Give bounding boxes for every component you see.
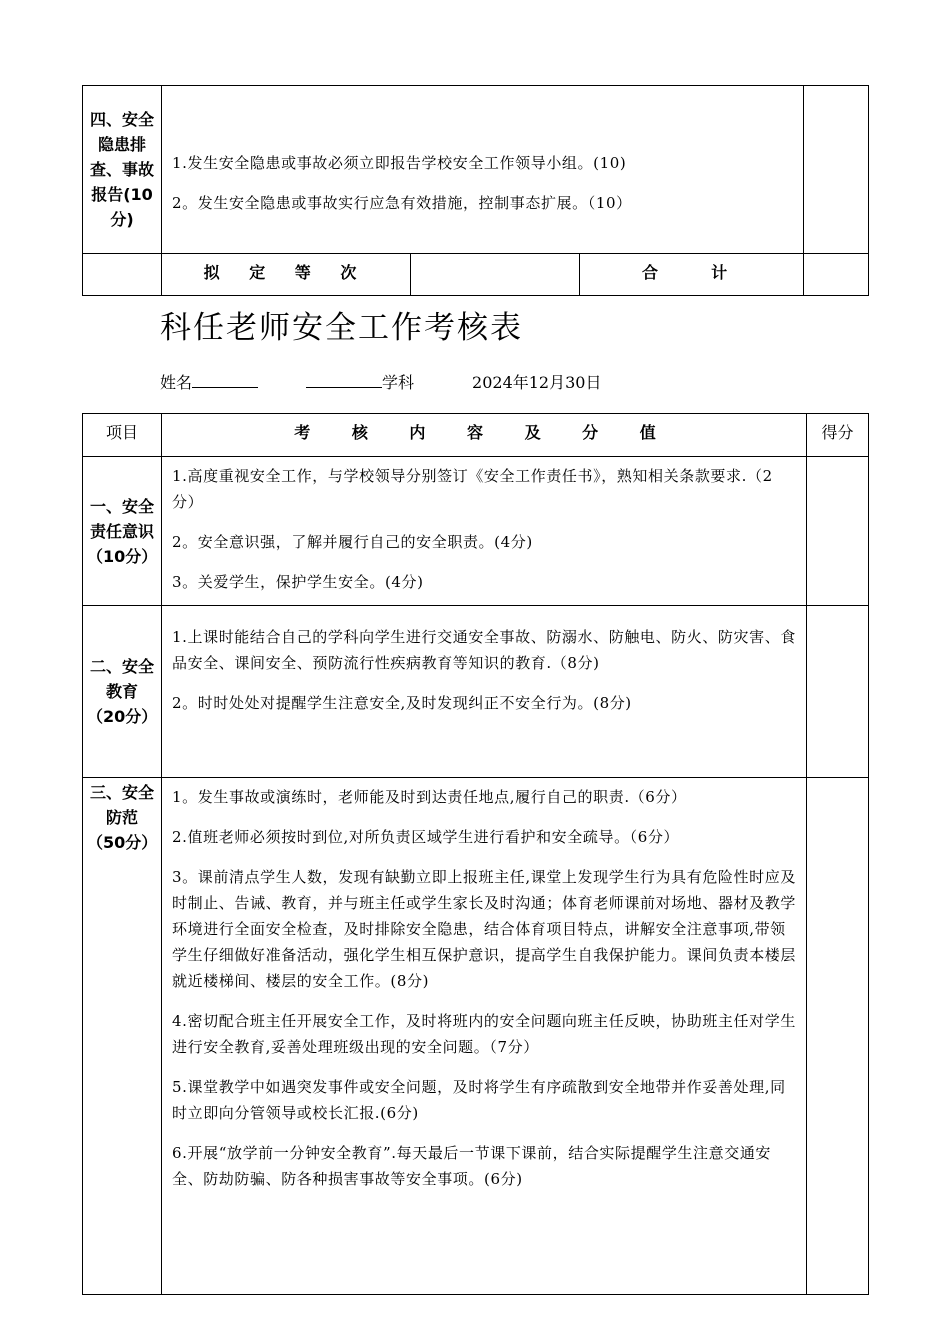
section-3-item: 1。发生事故或演练时，老师能及时到达责任地点,履行自己的职责.（6分） <box>172 788 687 806</box>
section-3-item: 3。课前清点学生人数，发现有缺勤立即上报班主任,课堂上发现学生行为具有危险性时应及时制止、告诫、教育，并与班主任或学生家长及时沟通；体育老师课前对场地、器材及教学环境进行全面安全检查，及时排除安全隐患，结合体育项目特点，讲解安全注意事项,带领学生仔细做好准备活动，强化学生相互保护意识，提高学生自我保护能力。课间负责本楼层就近楼梯间、楼层的安全工作。(8分) <box>172 868 797 990</box>
header-content: 考 核 内 容 及 分 值 <box>162 414 807 457</box>
section-1-row <box>83 457 869 606</box>
section-3-item: 4.密切配合班主任开展安全工作，及时将班内的安全问题向班主任反映，协助班主任对学生进行安全教育,妥善处理班级出现的安全问题。（7分） <box>172 1012 796 1056</box>
info-line <box>160 370 601 393</box>
prev-table <box>82 85 869 296</box>
total-value-cell[interactable] <box>804 254 869 296</box>
name-label: 姓名 <box>160 373 193 392</box>
grade-empty-cell <box>83 254 162 296</box>
grade-value-cell[interactable] <box>411 254 580 296</box>
section-1-item: 2。安全意识强，了解并履行自己的安全职责。(4分) <box>172 533 533 551</box>
section-4-content <box>162 86 804 254</box>
assessment-table <box>82 413 869 1295</box>
section-4-category: 四、安全隐患排查、事故报告(10分) <box>83 86 162 254</box>
section-3-row <box>83 778 869 1295</box>
section-4-row <box>83 86 869 254</box>
section-4-item: 1.发生安全隐患或事故必须立即报告学校安全工作领导小组。(10) <box>172 153 627 172</box>
section-3-category: 三、安全防范（50分） <box>83 778 162 1295</box>
section-3-item: 6.开展“放学前一分钟安全教育”.每天最后一节课下课前，结合实际提醒学生注意交通安全、防劫防骗、防各种损害事故等安全事项。(6分) <box>172 1144 772 1188</box>
name-blank[interactable] <box>192 371 258 388</box>
header-row <box>83 414 869 457</box>
section-1-item: 1.高度重视安全工作，与学校领导分别签订《安全工作责任书》，熟知相关条款要求.（2分） <box>172 467 773 511</box>
section-4-score-cell[interactable] <box>804 86 869 254</box>
section-2-category: 二、安全教育（20分） <box>83 606 162 778</box>
section-3-score-cell[interactable] <box>807 778 869 1295</box>
section-1-score-cell[interactable] <box>807 457 869 606</box>
section-4-item: 2。发生安全隐患或事故实行应急有效措施，控制事态扩展。（10） <box>172 193 632 212</box>
section-3-content <box>162 778 807 1295</box>
grade-row <box>83 254 869 296</box>
section-2-score-cell[interactable] <box>807 606 869 778</box>
section-2-item: 2。时时处处对提醒学生注意安全,及时发现纠正不安全行为。(8分) <box>172 694 632 712</box>
section-2-content <box>162 606 807 778</box>
section-2-row <box>83 606 869 778</box>
section-3-item: 2.值班老师必须按时到位,对所负责区域学生进行看护和安全疏导。（6分） <box>172 828 680 846</box>
section-1-content <box>162 457 807 606</box>
section-2-item: 1.上课时能结合自己的学科向学生进行交通安全事故、防溺水、防触电、防火、防灾害、食品安全、课间安全、预防流行性疾病教育等知识的教育.（8分) <box>172 628 796 672</box>
date-text: 2024年12月30日 <box>472 373 602 392</box>
section-1-category: 一、安全责任意识（10分） <box>83 457 162 606</box>
grade-label: 拟 定 等 次 <box>162 254 411 296</box>
total-label: 合 计 <box>580 254 804 296</box>
subject-label: 学科 <box>382 373 415 392</box>
header-item: 项目 <box>83 414 162 457</box>
page-title: 科任老师安全工作考核表 <box>160 310 523 346</box>
section-3-item: 5.课堂教学中如遇突发事件或安全问题，及时将学生有序疏散到安全地带并作妥善处理,同时立即向分管领导或校长汇报.(6分) <box>172 1078 786 1122</box>
section-1-item: 3。关爱学生，保护学生安全。(4分) <box>172 573 424 591</box>
subject-blank[interactable] <box>306 371 382 388</box>
header-score: 得分 <box>807 414 869 457</box>
